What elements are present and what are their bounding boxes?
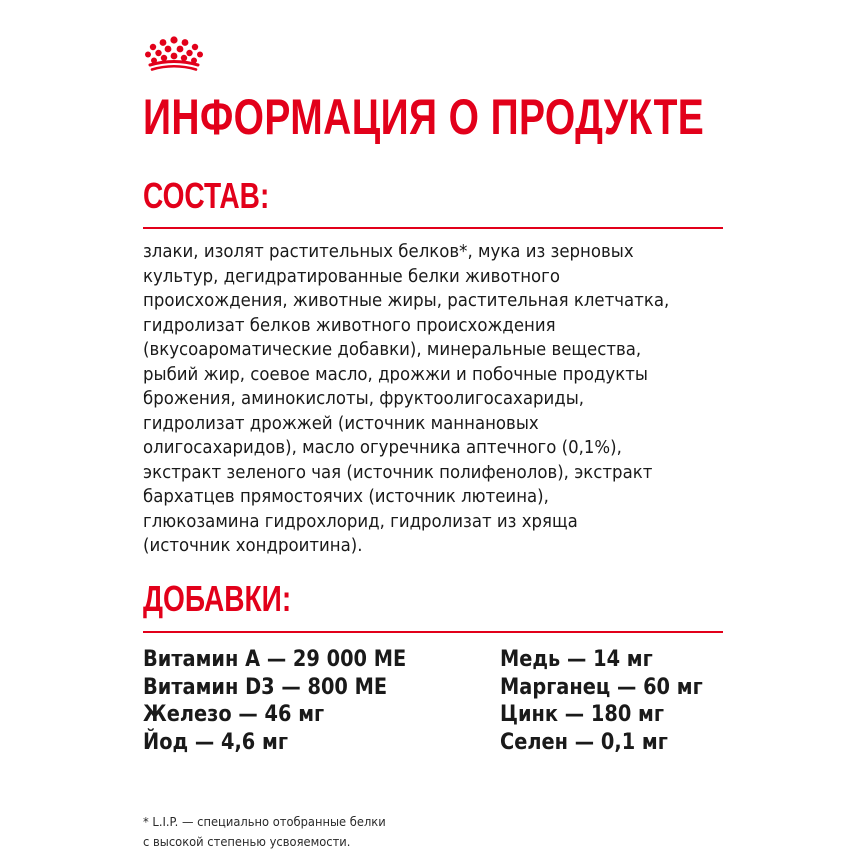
additive-item: Железо — 46 мг	[143, 702, 325, 727]
additive-item: Медь — 14 мг	[500, 647, 653, 672]
additive-item: Витамин А — 29 000 МЕ	[143, 647, 407, 672]
composition-line: гидролизат белков животного происхождения	[143, 314, 556, 336]
composition-line: брожения, аминокислоты, фруктоолигосахариды,	[143, 388, 585, 409]
page-title: ИНФОРМАЦИЯ О ПРОДУКТЕ	[143, 89, 705, 145]
composition-heading: СОСТАВ:	[143, 175, 270, 216]
additives-list	[143, 646, 743, 766]
composition-line: злаки, изолят растительных белков*, мука из зерновых	[143, 241, 634, 262]
additive-item: Цинк — 180 мг	[500, 702, 664, 727]
composition-line: (вкусоароматические добавки), минеральные вещества,	[143, 339, 642, 360]
additive-item: Йод — 4,6 мг	[143, 729, 288, 755]
composition-line: олигосахаридов), масло огуречника аптечного (0,1%),	[143, 437, 622, 458]
footnote	[143, 812, 386, 852]
royal-crown-icon	[141, 36, 207, 72]
composition-line: гидролизат дрожжей (источник маннановых	[143, 412, 539, 434]
additives-heading: ДОБАВКИ:	[143, 578, 292, 619]
composition-line: экстракт зеленого чая (источник полифенолов), экстракт	[143, 461, 653, 483]
composition-line: глюкозамина гидрохлорид, гидролизат из хряща	[143, 510, 578, 532]
composition-divider	[143, 227, 723, 229]
additives-left-column	[143, 646, 406, 756]
additive-item: Марганец — 60 мг	[500, 674, 703, 700]
composition-line: (источник хондроитина).	[143, 535, 363, 556]
additives-right-column	[500, 646, 703, 756]
additive-item: Селен — 0,1 мг	[500, 729, 668, 755]
footnote-line: с высокой степенью усвояемости.	[143, 834, 351, 849]
composition-line: культур, дегидратированные белки животного	[143, 265, 561, 287]
composition-line: происхождения, животные жиры, растительная клетчатка,	[143, 290, 670, 311]
composition-line: рыбий жир, соевое масло, дрожжи и побочные продукты	[143, 363, 648, 385]
composition-text	[143, 240, 695, 559]
additives-divider	[143, 631, 723, 633]
composition-line: бархатцев прямостоячих (источник лютеина),	[143, 486, 549, 507]
additive-item: Витамин D3 — 800 МЕ	[143, 674, 388, 700]
footnote-line: * L.I.P. — специально отобранные белки	[143, 814, 386, 829]
